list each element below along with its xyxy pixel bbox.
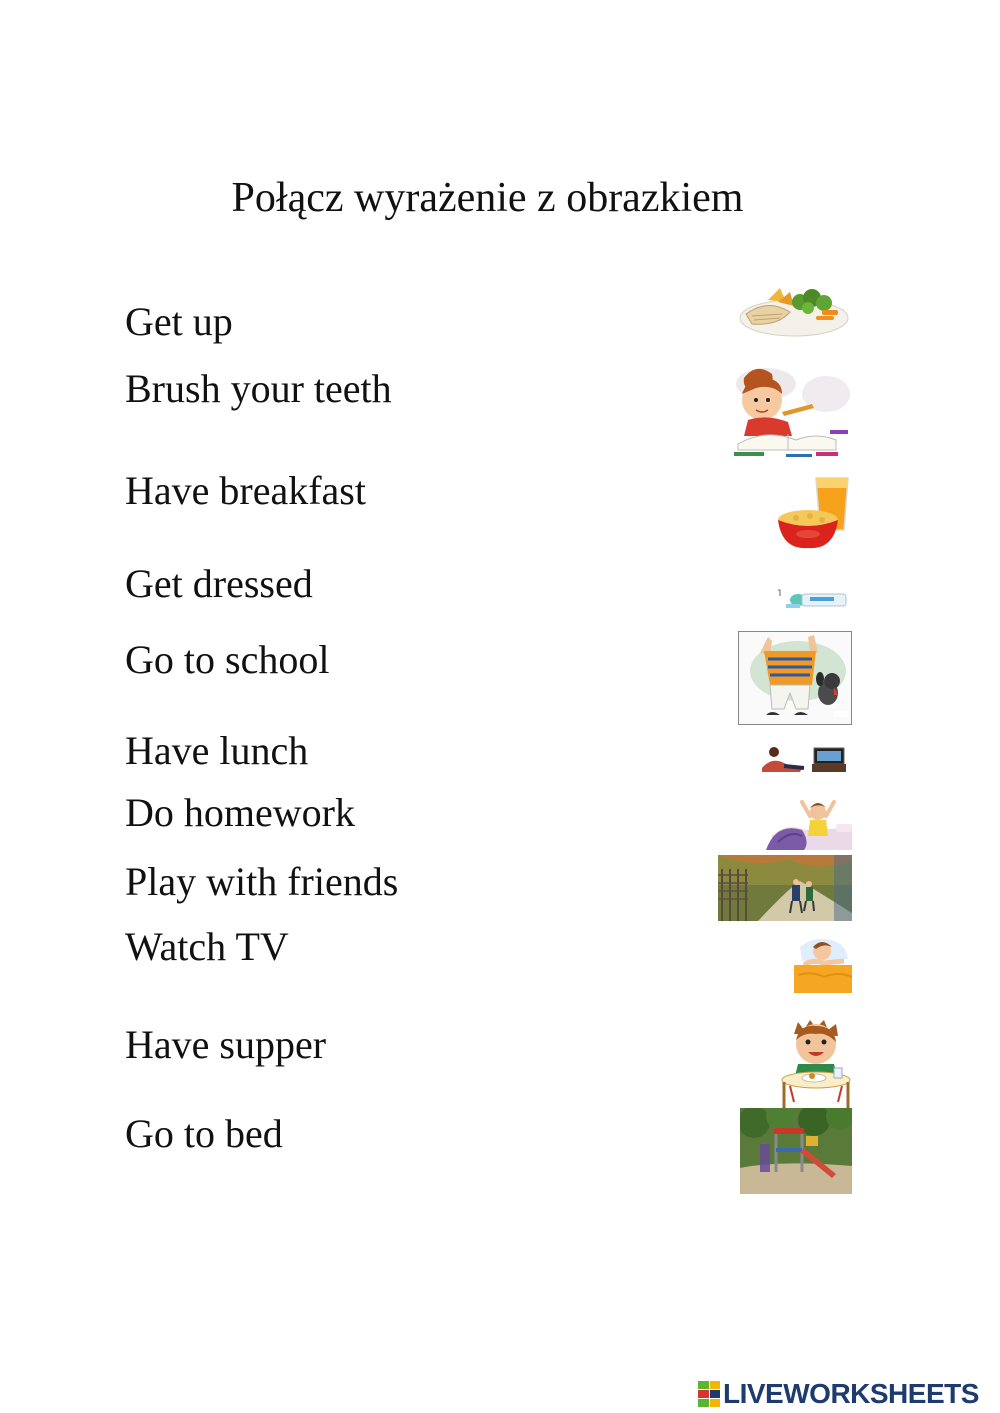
phrase-brush-your-teeth: Brush your teeth [125,366,392,411]
boy-doing-homework-picture[interactable] [726,364,852,464]
boy-eating-supper-picture[interactable] [780,1018,852,1108]
phrase-have-supper: Have supper [125,1022,327,1067]
phrase-have-breakfast: Have breakfast [125,468,366,513]
liveworksheets-logo-mark-icon [698,1381,720,1407]
liveworksheets-logo-text: LIVEWORKSHEETS [723,1378,979,1409]
liveworksheets-logo [698,1378,979,1410]
phrase-get-dressed: Get dressed [125,561,313,606]
phrase-get-up: Get up [125,299,233,344]
lunch-plate-picture[interactable] [738,278,850,338]
walking-to-school-picture[interactable] [718,855,852,921]
boy-in-bed-picture[interactable] [794,935,852,993]
phrase-do-homework: Do homework [125,790,355,835]
watching-tv-picture[interactable] [756,744,848,774]
toothbrush-picture[interactable] [776,588,848,610]
phrase-have-lunch: Have lunch [125,728,309,773]
phrase-go-to-school: Go to school [125,637,330,682]
worksheet-title: Połącz wyrażenie z obrazkiem [231,175,744,221]
phrase-play-with-friends: Play with friends [125,859,399,904]
playground-picture[interactable] [740,1108,852,1194]
cereal-and-juice-picture[interactable] [776,474,852,550]
boy-getting-dressed-picture[interactable] [738,631,852,725]
phrase-go-to-bed: Go to bed [125,1111,283,1156]
girl-waking-up-picture[interactable] [766,792,852,850]
phrase-watch-tv: Watch TV [125,924,289,969]
